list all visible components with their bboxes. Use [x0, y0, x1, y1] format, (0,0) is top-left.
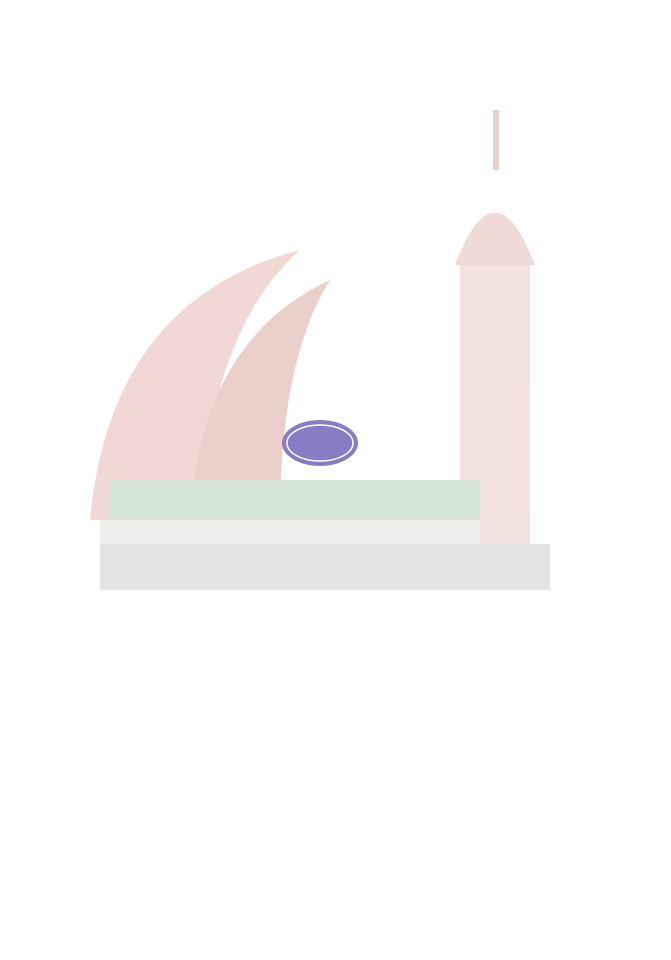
office-seal [280, 418, 360, 468]
